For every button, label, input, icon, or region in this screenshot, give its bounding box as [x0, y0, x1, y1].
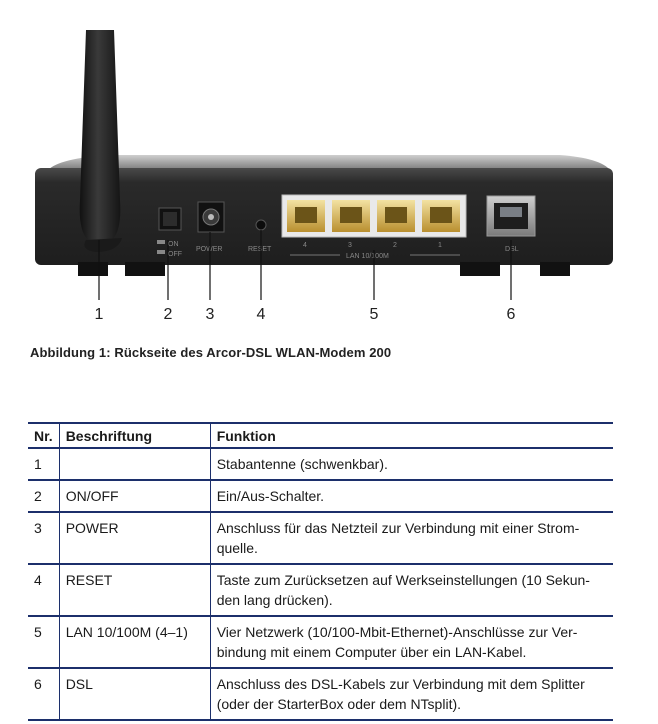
- on-label: ON: [168, 241, 179, 248]
- row-label: LAN 10/100M (4–1): [59, 616, 210, 668]
- lan-number-4: 4: [303, 242, 307, 249]
- header-nr: Nr.: [28, 423, 59, 448]
- callout-4: 4: [256, 306, 266, 323]
- row-function: Ein/Aus-Schalter.: [210, 480, 613, 512]
- antenna: [80, 30, 121, 240]
- router-rear-illustration: [0, 0, 658, 330]
- table-row: [28, 448, 613, 480]
- device-foot: [460, 262, 500, 276]
- dsl-label: DSL: [505, 246, 519, 253]
- off-label: OFF: [168, 251, 182, 258]
- device-foot: [125, 262, 165, 276]
- table-row: [28, 564, 613, 616]
- row-nr: 2: [28, 480, 59, 512]
- row-nr: 3: [28, 512, 59, 564]
- header-label: Beschriftung: [59, 423, 210, 448]
- connector-table: [28, 422, 613, 721]
- row-label: [59, 448, 210, 480]
- lan-number-1: 1: [438, 242, 442, 249]
- row-label: RESET: [59, 564, 210, 616]
- power-label: POWER: [196, 246, 223, 253]
- device-foot: [78, 262, 108, 276]
- table-row: [28, 616, 613, 668]
- device-top-surface: [48, 155, 610, 170]
- table-header-row: [28, 423, 613, 448]
- row-nr: 1: [28, 448, 59, 480]
- figure-caption: Abbildung 1: Rückseite des Arcor-DSL WLAN-Modem 200: [30, 345, 392, 360]
- row-nr: 6: [28, 668, 59, 720]
- device-figure: [0, 0, 658, 330]
- reset-button: [256, 220, 266, 230]
- row-function: Anschluss des DSL-Kabels zur Verbindung mit dem Splitter (oder der StarterBox oder dem NTsplit).: [210, 668, 613, 720]
- row-function: Stabantenne (schwenkbar).: [210, 448, 613, 480]
- device-foot: [540, 262, 570, 276]
- row-nr: 4: [28, 564, 59, 616]
- reset-label: RESET: [248, 246, 272, 253]
- callout-6: 6: [506, 306, 516, 323]
- callout-2: 2: [163, 306, 173, 323]
- row-label: POWER: [59, 512, 210, 564]
- callout-1: 1: [94, 306, 104, 323]
- row-nr: 5: [28, 616, 59, 668]
- lan-number-3: 3: [348, 242, 352, 249]
- lan-group-label: LAN 10/100M: [346, 253, 389, 260]
- table-row: [28, 668, 613, 720]
- callout-5: 5: [369, 306, 379, 323]
- table-row: [28, 512, 613, 564]
- row-function: Anschluss für das Netzteil zur Verbindung mit einer Strom-quelle.: [210, 512, 613, 564]
- callout-3: 3: [205, 306, 215, 323]
- row-function: Taste zum Zurücksetzen auf Werkseinstellungen (10 Sekun-den lang drücken).: [210, 564, 613, 616]
- header-function: Funktion: [210, 423, 613, 448]
- row-label: ON/OFF: [59, 480, 210, 512]
- row-label: DSL: [59, 668, 210, 720]
- table-row: [28, 480, 613, 512]
- lan-number-2: 2: [393, 242, 397, 249]
- row-function: Vier Netzwerk (10/100-Mbit-Ethernet)-Anschlüsse zur Ver-bindung mit einem Computer über ein LAN-Kabel.: [210, 616, 613, 668]
